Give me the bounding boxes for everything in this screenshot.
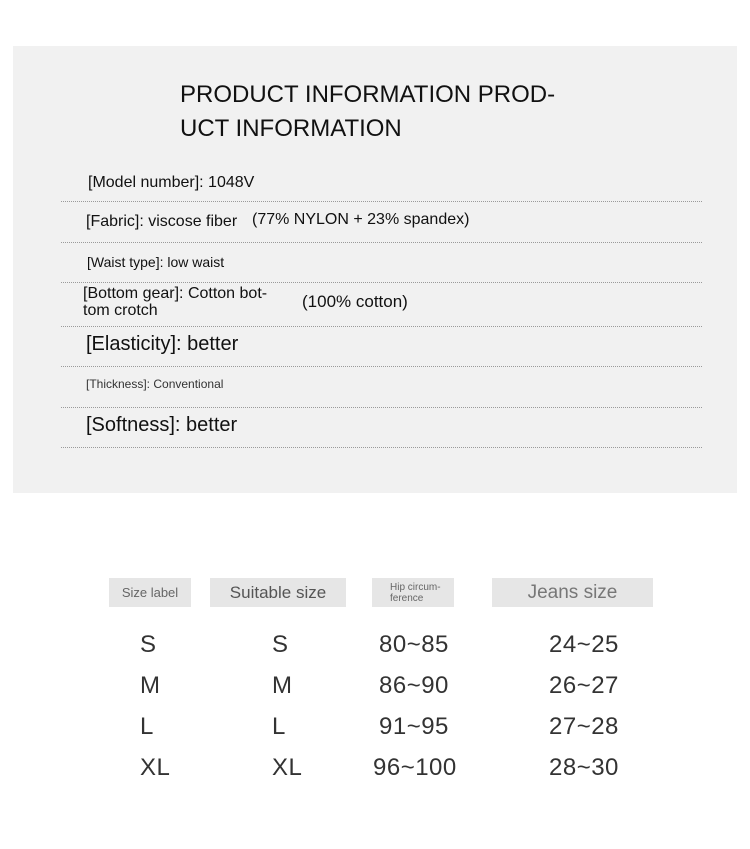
model-number-label: [Model number]: 1048V: [88, 174, 255, 191]
hip-cell: 80~85: [379, 631, 449, 658]
softness-label: [Softness]: better: [86, 414, 238, 436]
jeans-size-cell: 26~27: [549, 672, 619, 699]
hip-cell: 96~100: [373, 754, 457, 781]
size-label-cell: S: [140, 631, 157, 658]
suitable-size-cell: S: [272, 631, 289, 658]
row-divider: [61, 201, 702, 202]
waist-type-label: [Waist type]: low waist: [87, 254, 225, 270]
thickness-label: [Thickness]: Conventional: [86, 377, 224, 391]
header-size-label: Size label: [109, 578, 191, 607]
header-hip-line2: ference: [390, 592, 424, 604]
size-label-cell: L: [140, 713, 154, 740]
row-divider: [61, 282, 702, 283]
row-divider: [61, 447, 702, 448]
header-hip-circumference: [372, 578, 454, 607]
header-suitable-size: Suitable size: [210, 578, 346, 607]
elasticity-label: [Elasticity]: better: [86, 333, 239, 355]
size-label-cell: XL: [140, 754, 171, 781]
product-info-title: [180, 78, 580, 146]
title-line-2: UCT INFORMATION: [180, 115, 402, 142]
size-label-cell: M: [140, 672, 161, 699]
suitable-size-cell: M: [272, 672, 293, 699]
header-jeans-size: Jeans size: [492, 578, 653, 607]
jeans-size-cell: 27~28: [549, 713, 619, 740]
bottom-gear-label-line1: [Bottom gear]: Cotton bot-: [83, 285, 268, 302]
suitable-size-cell: XL: [272, 754, 303, 781]
jeans-size-cell: 24~25: [549, 631, 619, 658]
bottom-gear-label: [83, 285, 267, 319]
fabric-label: [Fabric]: viscose fiber: [86, 213, 238, 230]
fabric-composition: (77% NYLON + 23% spandex): [252, 211, 470, 228]
hip-cell: 86~90: [379, 672, 449, 699]
suitable-size-cell: L: [272, 713, 286, 740]
bottom-gear-label-line2: tom crotch: [83, 302, 158, 319]
title-line-1: PRODUCT INFORMATION PROD-: [180, 81, 556, 108]
hip-cell: 91~95: [379, 713, 449, 740]
row-divider: [61, 326, 702, 327]
bottom-gear-composition: (100% cotton): [302, 292, 408, 311]
header-hip-line1: Hip circum-: [390, 581, 441, 593]
row-divider: [61, 366, 702, 367]
row-divider: [61, 242, 702, 243]
row-divider: [61, 407, 702, 408]
jeans-size-cell: 28~30: [549, 754, 619, 781]
